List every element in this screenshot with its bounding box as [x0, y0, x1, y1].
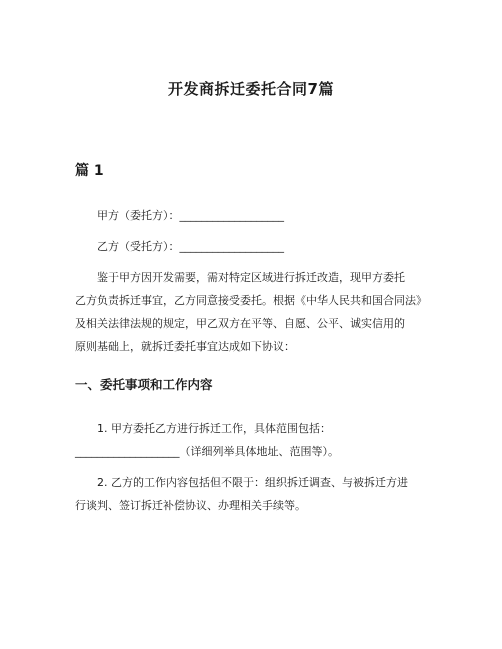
section-label: 篇 1 [75, 163, 104, 179]
item-2-line-2: 行谈判、签订拆迁补偿协议、办理相关手续等。 [75, 499, 306, 512]
intro-line-2: 乙方负责拆迁事宜，乙方同意接受委托。根据《中华人民共和国合同法》 [75, 294, 427, 307]
heading-commission-scope: 一、委托事项和工作内容 [75, 377, 213, 392]
intro-line-1: 鉴于甲方因开发需要，需对特定区域进行拆迁改造，现甲方委托 [97, 271, 405, 284]
intro-line-3: 及相关法律法规的规定，甲乙双方在平等、自愿、公平、诚实信用的 [75, 317, 405, 330]
document-title: 开发商拆迁委托合同7篇 [168, 80, 334, 98]
item-1-line-2: ___________________（详细列举具体地址、范围等）。 [75, 445, 339, 458]
item-2-line-1: 2. 乙方的工作内容包括但不限于：组织拆迁调查、与被拆迁方进 [97, 476, 408, 489]
party-a-line: 甲方（委托方）：___________________ [97, 209, 284, 222]
party-b-line: 乙方（受托方）：___________________ [97, 240, 284, 253]
item-1-line-1: 1. 甲方委托乙方进行拆迁工作，具体范围包括： [97, 422, 331, 435]
intro-line-4: 原则基础上，就拆迁委托事宜达成如下协议： [75, 340, 295, 353]
